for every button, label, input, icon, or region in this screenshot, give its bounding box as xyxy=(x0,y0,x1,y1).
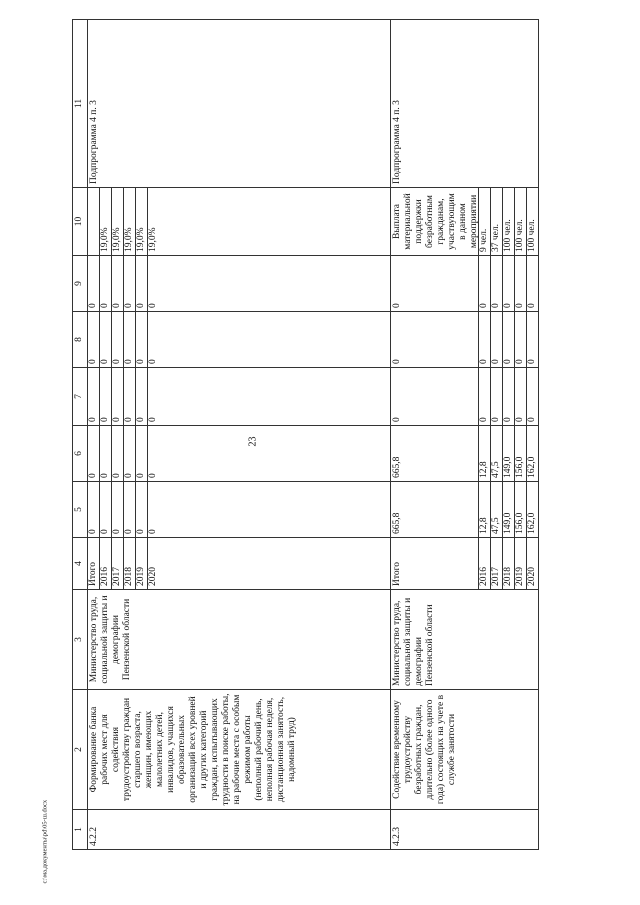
value-cell: 0 xyxy=(124,368,136,425)
value-cell: 0 xyxy=(100,482,112,537)
value-cell: 665,8 xyxy=(391,426,479,481)
value-cell: 0 xyxy=(112,426,124,481)
measure-name: Содействие временному трудоустройству безработных граждан, длительно (более одного года) состоящих на учете в службе занятости xyxy=(391,690,539,810)
indicator-value: 37 чел. xyxy=(491,188,503,255)
row-number: 4.2.3 xyxy=(391,810,539,850)
value-col-8 xyxy=(391,312,539,368)
footer-path: c:\ма.документы\pd\05-ш.docx xyxy=(41,799,49,884)
value-cell: 0 xyxy=(479,312,491,367)
indicator-value: 19,0% xyxy=(100,188,112,255)
value-cell: 0 xyxy=(527,359,537,364)
value-cell: 0 xyxy=(491,368,503,425)
value-cell: 0 xyxy=(100,426,112,481)
year-label: 2018 xyxy=(503,538,515,589)
header-cell: 4 xyxy=(73,538,88,590)
value-col-8 xyxy=(88,312,391,368)
value-cell: 665,8 xyxy=(391,482,479,537)
header-cell: 5 xyxy=(73,482,88,538)
indicator-text xyxy=(88,188,100,255)
year-label: 2016 xyxy=(100,538,112,589)
value-cell: 0 xyxy=(527,303,537,308)
value-cell: 0 xyxy=(124,312,136,367)
value-cell: 0 xyxy=(136,312,148,367)
indicator-text: Выплата материальной поддержки безработным гражданам, участвующим в данном мероприятии xyxy=(391,188,479,255)
value-cell: 0 xyxy=(491,256,503,311)
value-cell: 0 xyxy=(148,473,158,478)
indicator-value: 100 чел. xyxy=(515,188,527,255)
value-cell: 0 xyxy=(503,368,515,425)
value-cell: 0 xyxy=(515,368,527,425)
value-cell: 0 xyxy=(515,256,527,311)
value-cell: 0 xyxy=(124,426,136,481)
value-cell: 156,0 xyxy=(515,426,527,481)
value-cell: 149,0 xyxy=(503,482,515,537)
value-cell: 0 xyxy=(112,482,124,537)
value-cell: 0 xyxy=(88,256,100,311)
value-cell: 0 xyxy=(491,312,503,367)
value-cell: 0 xyxy=(148,303,158,308)
value-cell: 0 xyxy=(88,312,100,367)
value-cell: 0 xyxy=(124,256,136,311)
program-reference: Подпрограмма 4 п. 3 xyxy=(88,20,391,188)
indicator-value: 19,0% xyxy=(112,188,124,255)
table-row xyxy=(88,20,391,850)
value-cell: 47,5 xyxy=(491,482,503,537)
year-label: 2018 xyxy=(124,538,136,589)
value-cell: 0 xyxy=(503,312,515,367)
header-cell: 7 xyxy=(73,368,88,426)
value-cell: 0 xyxy=(148,529,158,534)
year-label: 2019 xyxy=(136,538,148,589)
indicator-value: 19,0% xyxy=(124,188,136,255)
total-label: Итого xyxy=(391,538,479,589)
value-cell: 0 xyxy=(391,368,479,425)
year-label: 2017 xyxy=(491,538,503,589)
value-cell: 0 xyxy=(112,368,124,425)
program-table xyxy=(72,19,539,850)
value-col-5 xyxy=(88,482,391,538)
header-cell: 9 xyxy=(73,256,88,312)
value-cell: 0 xyxy=(88,426,100,481)
value-cell: 0 xyxy=(515,312,527,367)
header-cell: 6 xyxy=(73,426,88,482)
value-cell: 0 xyxy=(479,256,491,311)
total-label: Итого xyxy=(88,538,100,589)
value-col-7 xyxy=(391,368,539,426)
value-cell: 12,8 xyxy=(479,426,491,481)
value-cell: 156,0 xyxy=(515,482,527,537)
value-cell: 0 xyxy=(100,368,112,425)
year-label: 2019 xyxy=(515,538,527,589)
value-cell: 0 xyxy=(391,312,479,367)
header-cell: 8 xyxy=(73,312,88,368)
value-col-7 xyxy=(88,368,391,426)
program-reference: Подпрограмма 4 п. 3 xyxy=(391,20,539,188)
value-cell: 0 xyxy=(148,417,158,422)
value-cell: 0 xyxy=(136,482,148,537)
year-column xyxy=(391,538,539,590)
value-col-5 xyxy=(391,482,539,538)
value-col-9 xyxy=(391,256,539,312)
value-col-6 xyxy=(88,426,391,482)
table-row xyxy=(391,20,539,850)
value-col-9 xyxy=(88,256,391,312)
header-cell: 2 xyxy=(73,690,88,810)
header-cell: 1 xyxy=(73,810,88,850)
value-cell: 0 xyxy=(136,368,148,425)
value-cell: 0 xyxy=(124,482,136,537)
value-cell: 0 xyxy=(100,256,112,311)
year-label: 2017 xyxy=(112,538,124,589)
value-cell: 0 xyxy=(100,312,112,367)
value-cell: 0 xyxy=(112,256,124,311)
indicator-value: 100 чел. xyxy=(503,188,515,255)
value-cell: 0 xyxy=(148,359,158,364)
value-cell: 0 xyxy=(503,256,515,311)
value-cell: 0 xyxy=(136,256,148,311)
executor: Министерство труда, социальной защиты и демографии Пензенской области xyxy=(88,590,391,690)
value-cell: 0 xyxy=(136,426,148,481)
page-number: 23 xyxy=(247,436,259,447)
years-list xyxy=(88,538,159,589)
indicator-value: 19,0% xyxy=(136,188,148,255)
indicator-value: 9 чел. xyxy=(479,188,491,255)
indicator-column xyxy=(391,188,539,256)
value-cell: 162,0 xyxy=(527,512,537,534)
value-cell: 0 xyxy=(527,417,537,422)
years-list xyxy=(479,538,538,589)
rotated-table-wrapper xyxy=(72,20,592,850)
value-cell: 47,5 xyxy=(491,426,503,481)
value-cell: 149,0 xyxy=(503,426,515,481)
year-column xyxy=(88,538,391,590)
header-cell: 3 xyxy=(73,590,88,690)
header-row xyxy=(73,20,88,850)
value-cell: 0 xyxy=(479,368,491,425)
executor: Министерство труда, социальной защиты и демографии Пензенской области xyxy=(391,590,539,690)
value-cell: 0 xyxy=(112,312,124,367)
indicator-value: 19,0% xyxy=(148,227,158,252)
indicator-value: 100 чел. xyxy=(527,219,537,252)
year-label: 2020 xyxy=(148,567,158,586)
value-cell: 0 xyxy=(88,368,100,425)
year-label: 2016 xyxy=(479,538,491,589)
value-cell: 0 xyxy=(88,482,100,537)
measure-name: Формирование банка рабочих мест для содействия трудоустройству граждан старшего возраста, женщин, имеющих малолетних детей, инвалидов, учащихся образовательных организаций всех уровней и других категорий граждан, испытывающих трудности в поиске работы, на рабочие места с особым режимом работы (неполный рабочий день, неполная рабочая неделя, дистанционная занятость, надомный труд) xyxy=(88,690,391,810)
year-label: 2020 xyxy=(527,567,537,586)
value-cell: 0 xyxy=(391,256,479,311)
value-cell: 12,8 xyxy=(479,482,491,537)
value-col-6 xyxy=(391,426,539,482)
value-cell: 162,0 xyxy=(527,456,537,478)
header-cell: 11 xyxy=(73,20,88,188)
row-number: 4.2.2 xyxy=(88,810,391,850)
header-cell: 10 xyxy=(73,188,88,256)
indicator-column xyxy=(88,188,391,256)
